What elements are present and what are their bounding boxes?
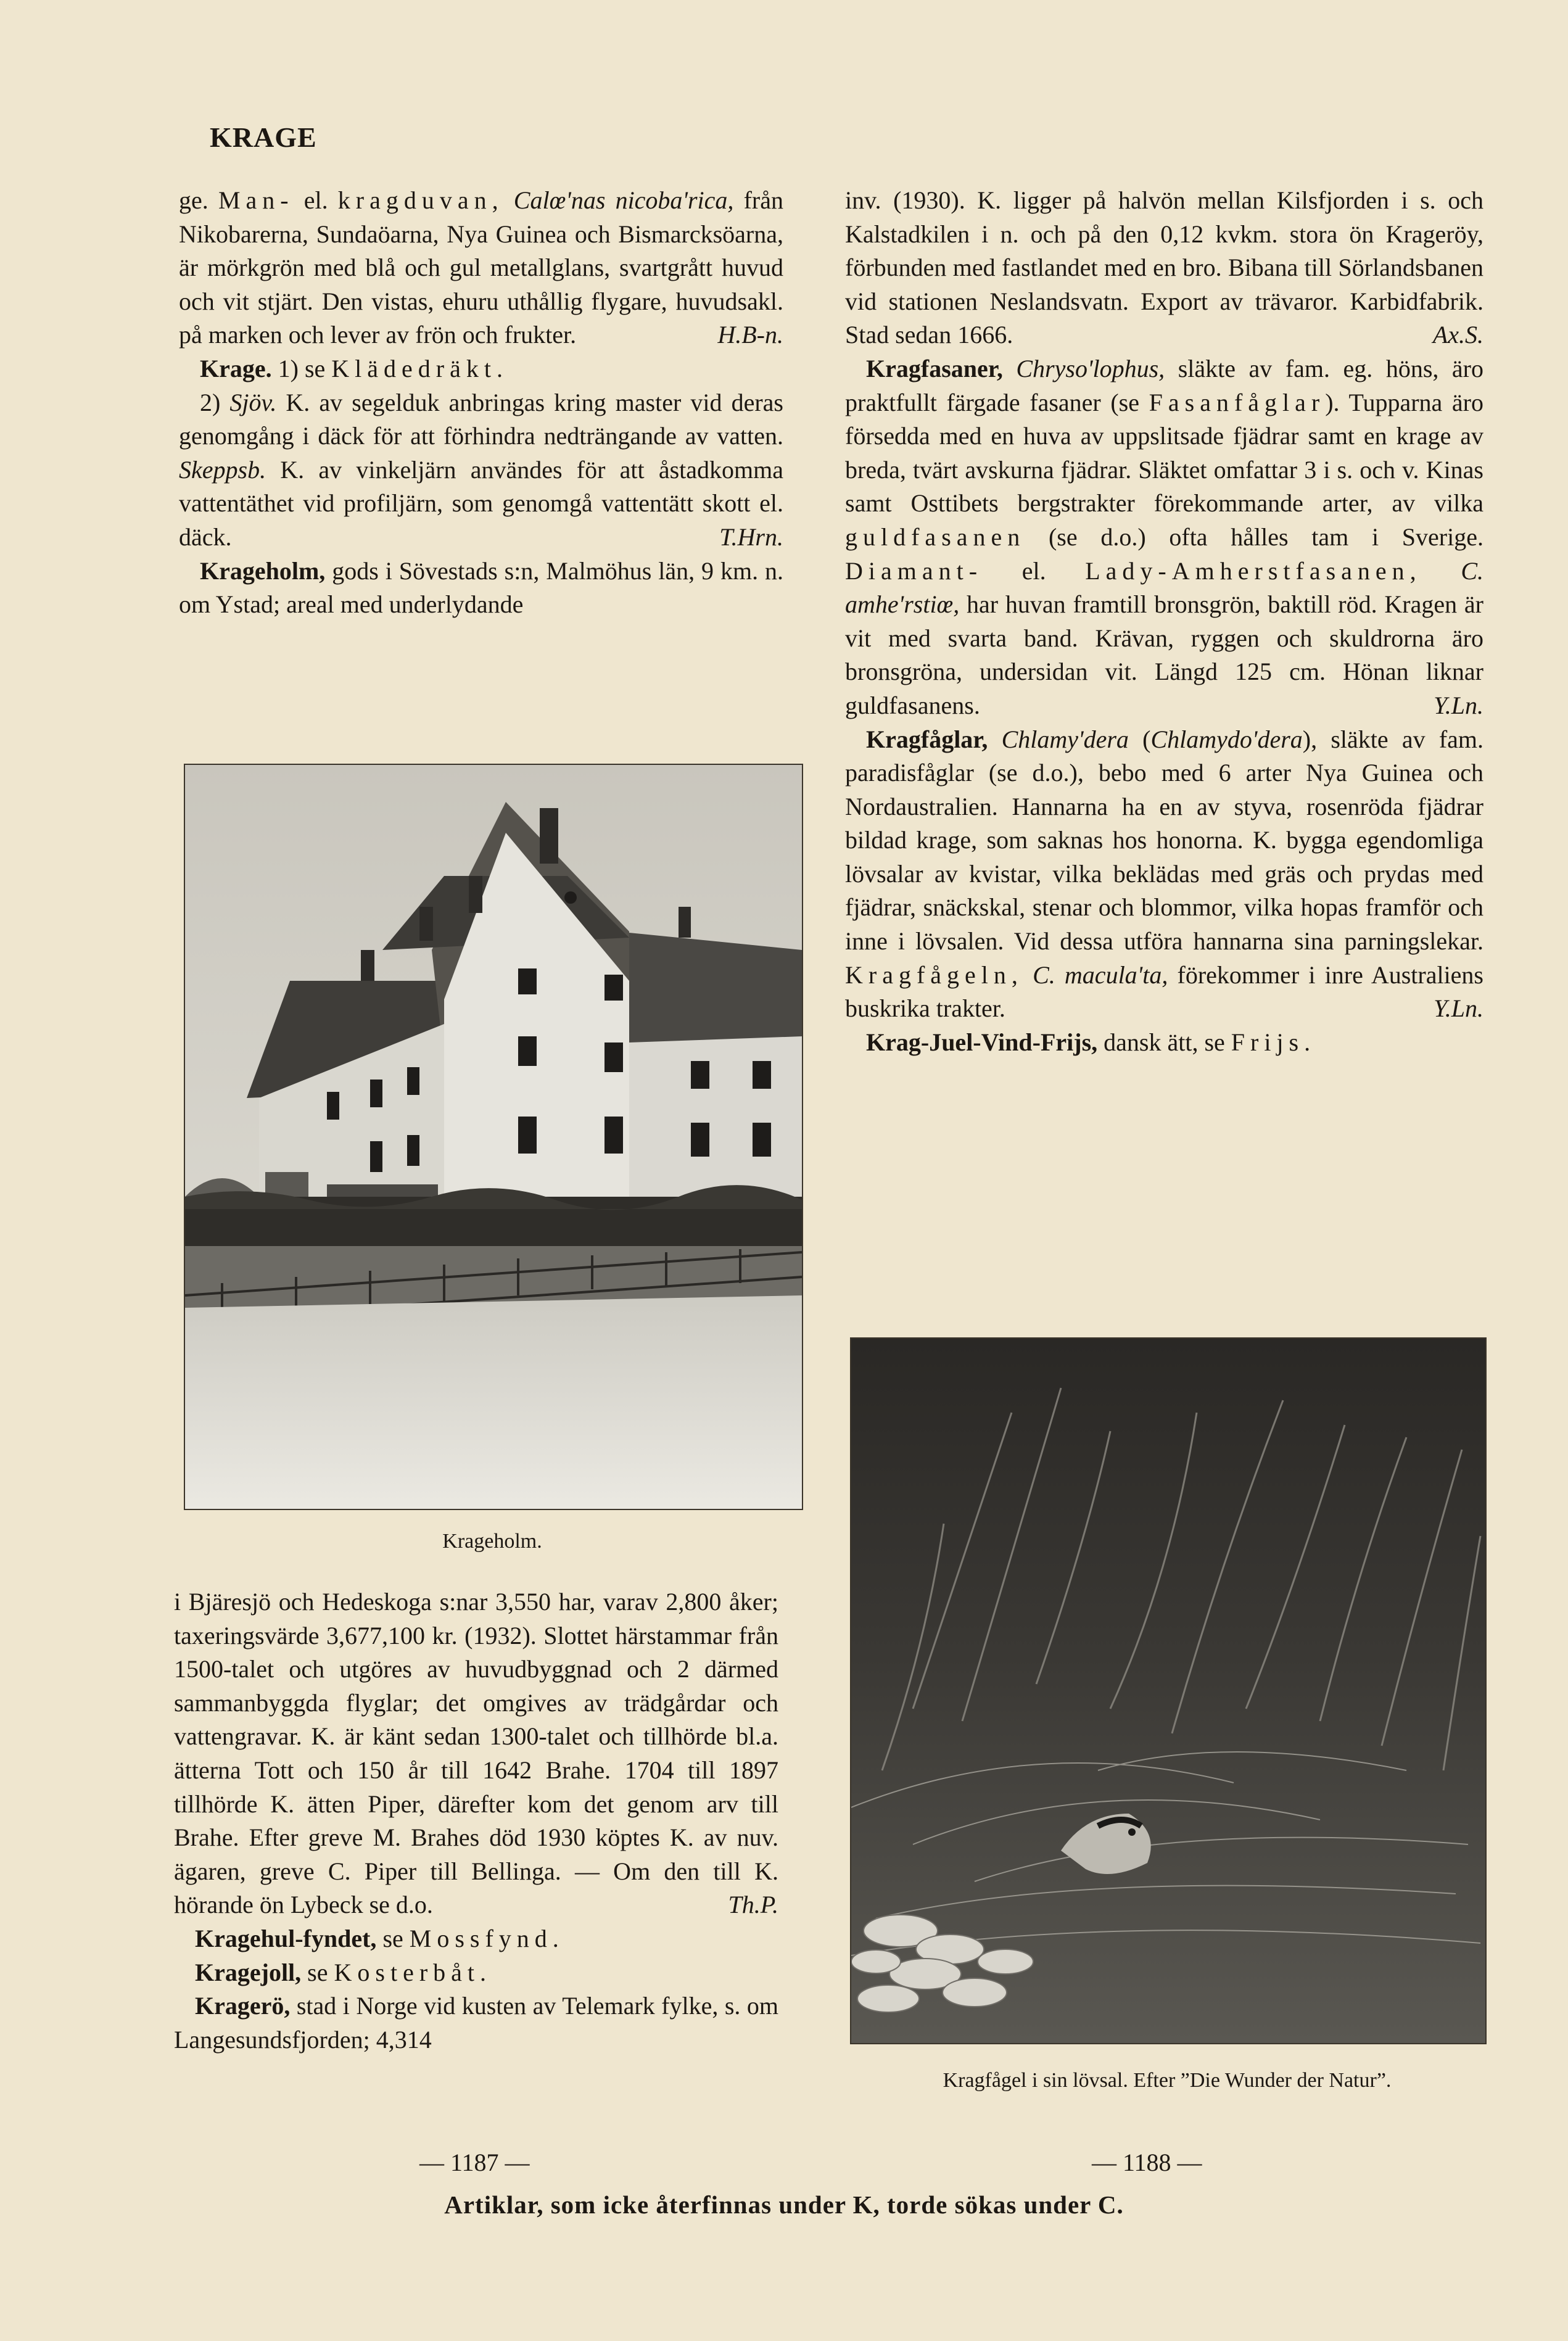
- left-column-top: [179, 184, 783, 622]
- krageholm-photo: [184, 764, 803, 1510]
- entry-krag-juel-vind-frijs: Krag-Juel-Vind-Frijs, dansk ätt, se Frijs.: [866, 1028, 1316, 1056]
- author-signature: T.Hrn.: [719, 522, 783, 551]
- castle-illustration: [185, 765, 802, 1509]
- footer-note: Artiklar, som icke återfinnas under K, torde sökas under C.: [444, 2190, 1124, 2219]
- author-signature: Y.Ln.: [1434, 994, 1483, 1023]
- bowerbird-caption: Kragfågel i sin lövsal. Efter ”Die Wunder der Natur”.: [943, 2069, 1392, 2092]
- bowerbird-illustration: [851, 1339, 1485, 2043]
- author-signature: Ax.S.: [1432, 321, 1483, 349]
- entry-krage-sjov: 2) Sjöv. K. av segelduk anbringas kring master vid deras genomgång i däck för att förhindra nedträngande av vatten. Skeppsb. K. av vinkeljärn användes för att åstadkomma vattentäthet vid profiljärn, som genomgå vattentätt skott el. däck. T.Hrn.: [179, 386, 783, 555]
- bowerbird-photo: [850, 1337, 1487, 2044]
- entry-kragfaglar: Kragfåglar, Chlamy'dera (Chlamydo'dera), släkte av fam. paradisfåglar (se d.o.), bebo med 6 arter Nya Guinea och Nordaustralien. Hannarna ha en av styva, rosenröda fjädrar bildad krage, som saknas hos honorna. K. bygga egendomliga lövsalar av kvistar, vilka beklädas med gräs och prydas med fjädrar, snäckskal, stenar och blommor, vilka hopas framför och inne i lövsalen. Vid dessa utföra hannarna sina parningslekar. Kragfågeln, C. macula'ta, förekommer i inre Australiens buskrika trakter. Y.Ln.: [845, 723, 1483, 1026]
- entry-kragero: Kragerö, stad i Norge vid kusten av Telemark fylke, s. om Langesundsfjorden; 4,314: [174, 1992, 778, 2054]
- entry-krageholm: Krageholm, gods i Sövestads s:n, Malmöhus län, 9 km. n. om Ystad; areal med underlydande: [179, 556, 783, 619]
- running-head: KRAGE: [210, 122, 317, 153]
- author-signature: Th.P.: [728, 1891, 778, 1919]
- entry-kragejoll: Kragejoll, se Kosterbåt.: [195, 1958, 492, 1986]
- right-column: [845, 184, 1483, 1059]
- krageholm-caption: Krageholm.: [442, 1530, 542, 1553]
- page-number-left: — 1187 —: [419, 2149, 530, 2176]
- entry-kragero-cont: inv. (1930). K. ligger på halvön mellan Kilsfjorden i s. och Kalstadkilen i n. och på den 0,12 kvkm. stora ön Krageröy, förbunden med fastlandet med en bro. Bibana till Sörlandsbanen vid stationen Neslandsvatn. Export av trävaror. Karbidfabrik. Stad sedan 1666. Ax.S.: [845, 184, 1483, 352]
- entry-krageholm-cont: i Bjäresjö och Hedeskoga s:nar 3,550 har, varav 2,800 åker; taxeringsvärde 3,677,100 kr. (1932). Slottet härstammar från 1500-talet och utgöres av huvudbyggnad och 2 därmed sammanbyggda flyglar; det omgives av trädgårdar och vattengravar. K. är känt sedan 1300-talet och tillhörde bl.a. ätterna Tott och 150 år till 1642 Brahe. 1704 till 1897 tillhörde K. ätten Piper, därefter kom det genom arv till Brahe. Efter greve M. Brahes död 1930 köptes K. av nuv. ägaren, greve C. Piper till Bellinga. — Om den till K. hörande ön Lybeck se d.o. Th.P.: [174, 1585, 778, 1922]
- author-signature: Y.Ln.: [1434, 691, 1483, 719]
- entry-mankragduva: ge. Man- el. kragduvan, Calœ'nas nicoba'rica, från Nikobarerna, Sundaöarna, Nya Guinea och Bismarcksöarna, är mörkgrön med blå och gul metallglans, svartgrått huvud och vit stjärt. Den vistas, ehuru uthållig flygare, huvudsakl. på marken och lever av frön och frukter. H.B-n.: [179, 184, 783, 352]
- left-column-bottom: [174, 1585, 778, 2057]
- entry-kragehul-fyndet: Kragehul-fyndet, se Mossfynd.: [195, 1924, 564, 1952]
- entry-krage: Krage. 1) se Klädedräkt.: [200, 354, 508, 382]
- author-signature: H.B-n.: [717, 321, 783, 349]
- entry-kragfasaner: Kragfasaner, Chryso'lophus, släkte av fam. eg. höns, äro praktfullt färgade fasaner (se Fasanfåglar). Tupparna äro försedda med en huva av uppslitsade fjädrar samt en krage av breda, tvärt avskurna fjädrar. Släktet omfattar 3 i s. och v. Kinas samt Osttibets bergstrakter förekommande arter, av vilka guldfasanen (se d.o.) ofta hålles tam i Sverige. Diamant- el. Lady-Amherstfasanen, C. amhe'rstiœ, har huvan framtill bronsgrön, baktill röd. Kragen är vit med svarta band. Krävan, ryggen och skuldrorna äro bronsgröna, undersidan vit. Längd 125 cm. Hönan liknar guldfasanens. Y.Ln.: [845, 352, 1483, 723]
- page-number-right: — 1188 —: [1092, 2149, 1202, 2176]
